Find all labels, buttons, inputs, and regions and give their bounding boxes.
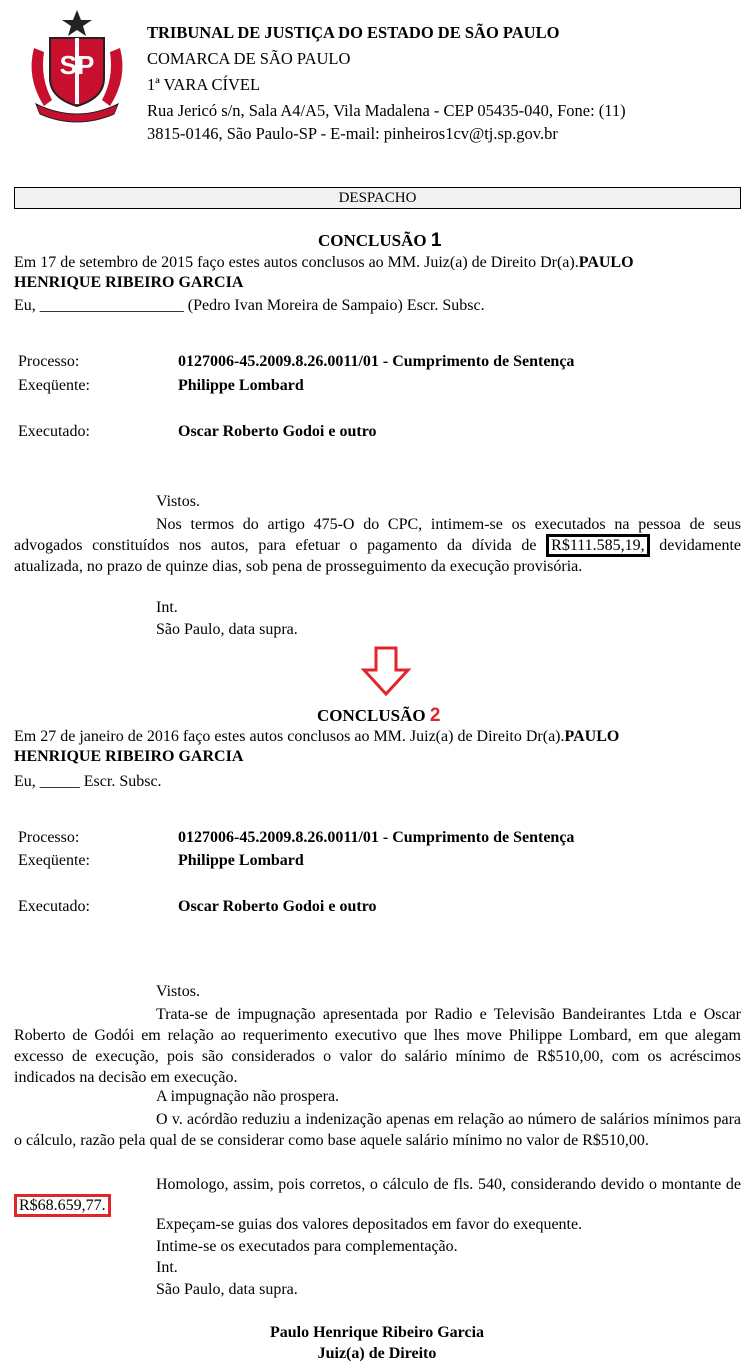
amount-2-highlight: R$68.659,77. <box>14 1194 111 1217</box>
closing-1: São Paulo, data supra. <box>156 621 298 638</box>
conclusao-2-clerk-line: Eu, _____ Escr. Subsc. <box>14 773 162 790</box>
vistos-2: Vistos. <box>156 983 200 1000</box>
despacho-1-text-b: devidamente atualizada, no prazo de quinze dias, sob pena de prosseguimento da execução provisória. <box>14 537 742 575</box>
executado-value-2: Oscar Roberto Godoi e outro <box>178 898 377 915</box>
court-name: TRIBUNAL DE JUSTIÇA DO ESTADO DE SÃO PAULO <box>147 23 560 42</box>
conclusao-2-judge-first: PAULO <box>564 728 620 745</box>
exequente-label: Exeqüente: <box>18 377 90 394</box>
section-title: DESPACHO <box>338 190 417 206</box>
despacho-1-text-a: Nos termos do artigo 475-O do CPC, intimem-se os executados na pessoa de seus advogados constituídos nos autos, para efetuar o pagamento da dívida de <box>14 516 741 554</box>
exequente-value: Philippe Lombard <box>178 377 304 394</box>
despacho-2-paragraph-2: A impugnação não prospera. <box>156 1088 340 1105</box>
section-title-box <box>14 187 741 209</box>
address-line-1: Rua Jericó s/n, Sala A4/A5, Vila Madalena - CEP 05435-040, Fone: (11) <box>147 101 626 120</box>
signature-name: Paulo Henrique Ribeiro Garcia <box>269 1324 485 1341</box>
int-2: Int. <box>156 1259 178 1276</box>
amount-1-highlight: R$111.585,19, <box>546 534 649 557</box>
executado-label: Executado: <box>18 423 90 440</box>
conclusao-2-title <box>317 705 440 727</box>
conclusao-2-number: 2 <box>429 705 441 726</box>
court-division: 1ª VARA CÍVEL <box>147 75 261 94</box>
conclusao-2-line1 <box>14 728 619 746</box>
sao-paulo-coat-of-arms-logo <box>22 8 132 126</box>
exequente-value-2: Philippe Lombard <box>178 852 304 869</box>
district-name: COMARCA DE SÃO PAULO <box>147 49 351 68</box>
despacho-2-paragraph-3: O v. acórdão reduziu a indenização apenas em relação ao número de salários mínimos para o cálculo, razão pela qual de se considerar como base aquele salário mínimo no valor de R$510,00. <box>14 1111 741 1149</box>
conclusao-2-judge-name: HENRIQUE RIBEIRO GARCIA <box>14 748 244 765</box>
processo-value-2: 0127006-45.2009.8.26.0011/01 - Cumprimento de Sentença <box>178 829 575 846</box>
logo-letters: SP <box>59 50 95 80</box>
despacho-2-paragraph-1: Trata-se de impugnação apresentada por Radio e Televisão Bandeirantes Ltda e Oscar Roberto de Godói em relação ao requerimento executivo que lhes move Philippe Lombard, em que alegam excesso de execução, pois são considerados o valor do salário mínimo de R$510,00, com os acréscimos indicados na decisão em execução. <box>14 1006 741 1086</box>
signature-role: Juiz(a) de Direito <box>317 1345 437 1362</box>
despacho-2-text-a: Homologo, assim, pois corretos, o cálculo de fls. 540, considerando devido o montante de <box>156 1176 741 1193</box>
despacho-2-paragraph-6: Intime-se os executados para complementação. <box>156 1238 458 1255</box>
despacho-2-paragraph-5: Expeçam-se guias dos valores depositados em favor do exequente. <box>156 1216 583 1233</box>
conclusao-1-judge-first: PAULO <box>578 254 634 271</box>
conclusao-1-line1 <box>14 254 634 272</box>
conclusao-1-date-text: Em 17 de setembro de 2015 faço estes autos conclusos ao MM. Juiz(a) de Direito Dr(a). <box>14 254 579 271</box>
vistos-1: Vistos. <box>156 493 200 510</box>
conclusao-1-judge-name: HENRIQUE RIBEIRO GARCIA <box>14 274 244 291</box>
despacho-2-paragraph-4 <box>14 1174 741 1216</box>
exequente-label-2: Exeqüente: <box>18 852 90 869</box>
processo-label: Processo: <box>18 353 80 370</box>
conclusao-1-number: 1 <box>430 230 442 251</box>
processo-label-2: Processo: <box>18 829 80 846</box>
processo-value: 0127006-45.2009.8.26.0011/01 - Cumprimento de Sentença <box>178 353 575 370</box>
address-line-2: 3815-0146, São Paulo-SP - E-mail: pinheiros1cv@tj.sp.gov.br <box>147 124 558 143</box>
conclusao-1-title-text: CONCLUSÃO <box>318 231 427 250</box>
conclusao-2-title-text: CONCLUSÃO <box>317 706 426 725</box>
closing-2: São Paulo, data supra. <box>156 1281 298 1298</box>
executado-label-2: Executado: <box>18 898 90 915</box>
int-1: Int. <box>156 599 178 616</box>
conclusao-2-date-text: Em 27 de janeiro de 2016 faço estes autos conclusos ao MM. Juiz(a) de Direito Dr(a). <box>14 728 565 745</box>
despacho-1-paragraph <box>14 514 741 577</box>
conclusao-1-clerk-line: Eu, __________________ (Pedro Ivan Moreira de Sampaio) Escr. Subsc. <box>14 297 485 314</box>
down-arrow-icon <box>360 646 412 703</box>
executado-value: Oscar Roberto Godoi e outro <box>178 423 377 440</box>
conclusao-1-title <box>318 230 441 252</box>
